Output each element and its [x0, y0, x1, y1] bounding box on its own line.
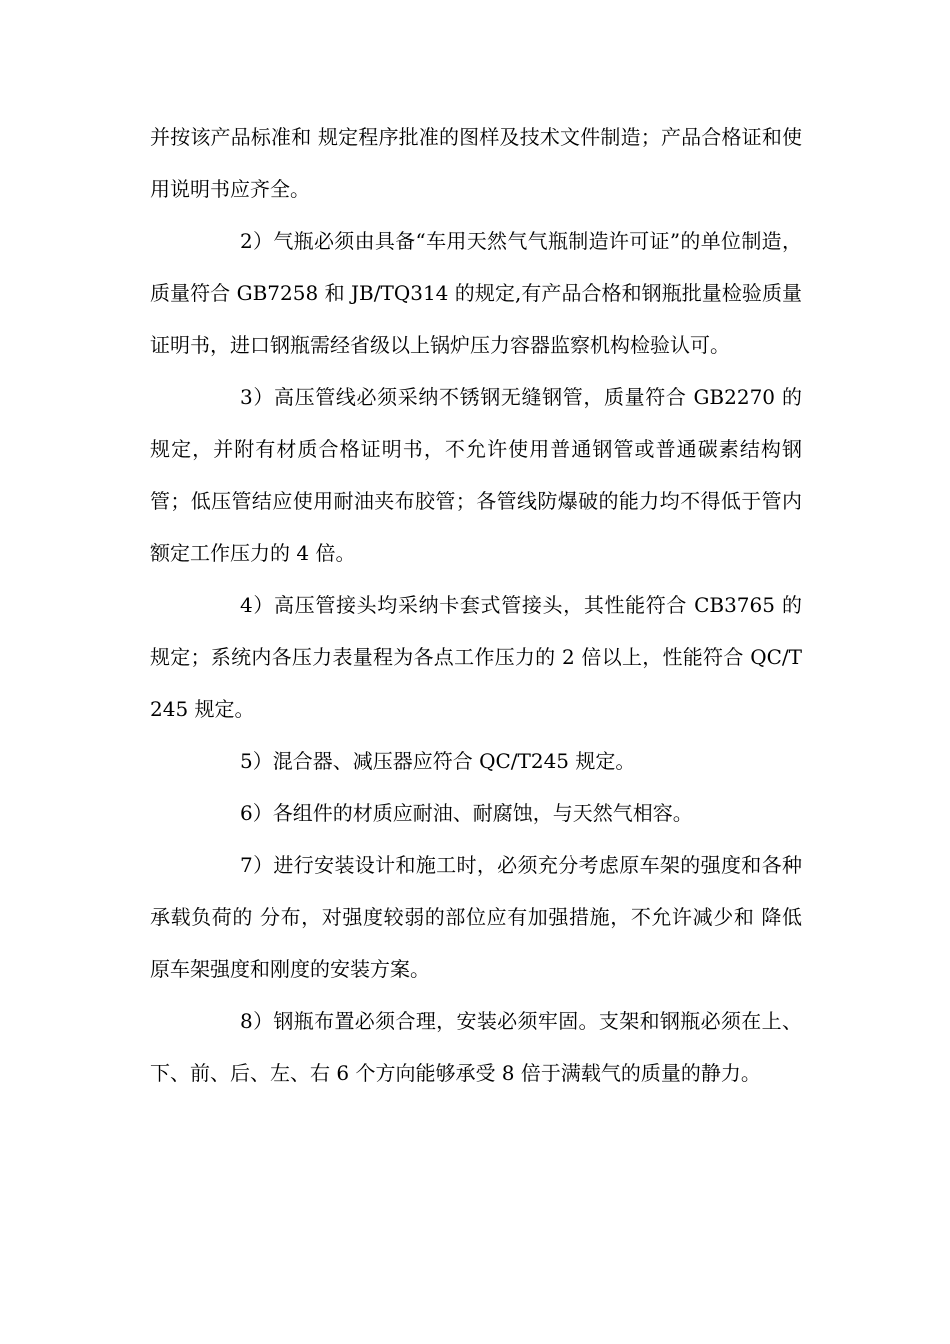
paragraph-item-7: 7）进行安装设计和施工时，必须充分考虑原车架的强度和各种承载负荷的 分布，对强度较弱的部位应有加强措施，不允许减少和 降低原车架强度和刚度的安装方案。 [150, 853, 802, 981]
paragraph-item-5: 5）混合器、减压器应符合 QC/T245 规定。 [240, 749, 636, 773]
paragraph-item-3: 3）高压管线必须采纳不锈钢无缝钢管，质量符合 GB2270 的规定，并附有材质合格证明书，不允许使用普通钢管或普通碳素结构钢管；低压管结应使用耐油夹布胶管；各管线防爆破的能力均不得低于管内额定工作压力的 4 倍。 [150, 385, 802, 565]
paragraph-item-6: 6）各组件的材质应耐油、耐腐蚀，与天然气相容。 [240, 801, 693, 825]
paragraph-item-4: 4）高压管接头均采纳卡套式管接头，其性能符合 CB3765 的规定；系统内各压力表量程为各点工作压力的 2 倍以上，性能符合 QC/T245 规定。 [150, 593, 802, 721]
paragraph-continuation: 并按该产品标准和 规定程序批准的图样及技术文件制造；产品合格证和使用说明书应齐全。 [150, 125, 802, 201]
document-page [150, 111, 802, 1099]
paragraph-item-2: 2）气瓶必须由具备“车用天然气气瓶制造许可证”的单位制造，质量符合 GB7258 和 JB/TQ314 的规定,有产品合格和钢瓶批量检验质量证明书，进口钢瓶需经省级以上锅炉压力容器监察机构检验认可。 [150, 229, 802, 357]
paragraph-item-8: 8）钢瓶布置必须合理，安装必须牢固。支架和钢瓶必须在上、下、前、后、左、右 6 个方向能够承受 8 倍于满载气的质量的静力。 [150, 1009, 802, 1085]
